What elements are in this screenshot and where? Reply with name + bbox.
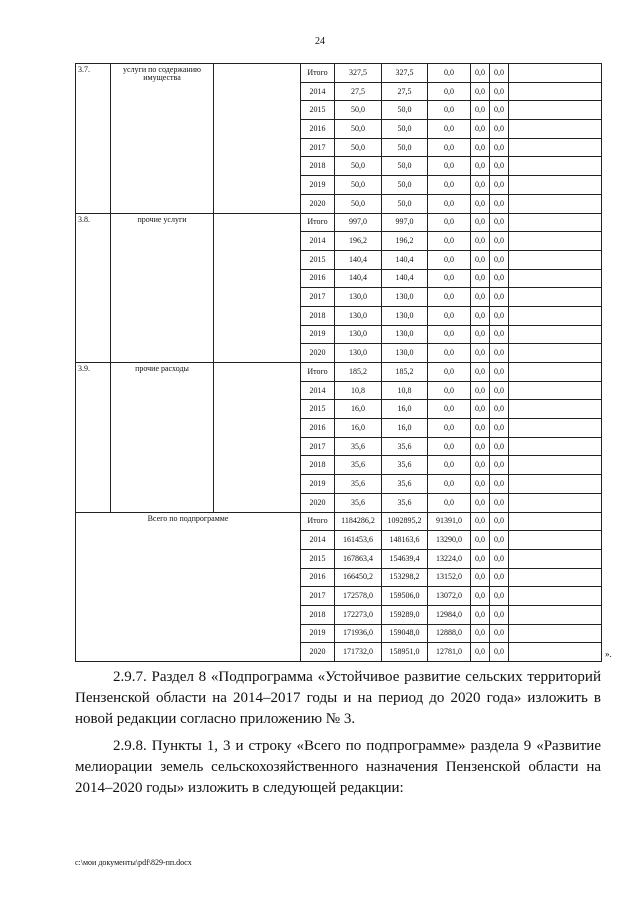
year-cell: 2019 — [301, 176, 335, 195]
empty-cell — [509, 82, 602, 101]
local-budget-cell: 0,0 — [471, 101, 490, 120]
regional-budget-cell: 130,0 — [382, 325, 428, 344]
local-budget-cell: 0,0 — [471, 157, 490, 176]
local-budget-cell: 0,0 — [471, 82, 490, 101]
regional-budget-cell: 27,5 — [382, 82, 428, 101]
empty-cell — [509, 213, 602, 232]
extra-budget-cell: 0,0 — [490, 176, 509, 195]
year-cell: 2020 — [301, 194, 335, 213]
year-cell: 2016 — [301, 419, 335, 438]
year-cell: Итого — [301, 512, 335, 531]
regional-budget-cell: 185,2 — [382, 363, 428, 382]
empty-cell — [509, 325, 602, 344]
total-amount-cell: 16,0 — [335, 400, 382, 419]
year-cell: 2016 — [301, 568, 335, 587]
year-cell: 2017 — [301, 587, 335, 606]
year-cell: 2015 — [301, 400, 335, 419]
federal-budget-cell: 0,0 — [428, 194, 471, 213]
extra-budget-cell: 0,0 — [490, 64, 509, 83]
empty-cell — [509, 605, 602, 624]
empty-cell — [509, 194, 602, 213]
regional-budget-cell: 35,6 — [382, 437, 428, 456]
empty-cell — [509, 549, 602, 568]
empty-cell — [509, 344, 602, 363]
year-cell: 2017 — [301, 288, 335, 307]
federal-budget-cell: 13224,0 — [428, 549, 471, 568]
regional-budget-cell: 1092895,2 — [382, 512, 428, 531]
empty-cell — [509, 288, 602, 307]
total-amount-cell: 130,0 — [335, 288, 382, 307]
year-cell: 2020 — [301, 493, 335, 512]
year-cell: 2014 — [301, 381, 335, 400]
year-cell: Итого — [301, 64, 335, 83]
federal-budget-cell: 0,0 — [428, 232, 471, 251]
year-cell: 2016 — [301, 269, 335, 288]
regional-budget-cell: 35,6 — [382, 475, 428, 494]
federal-budget-cell: 0,0 — [428, 64, 471, 83]
year-cell: Итого — [301, 363, 335, 382]
extra-budget-cell: 0,0 — [490, 493, 509, 512]
empty-cell — [509, 157, 602, 176]
local-budget-cell: 0,0 — [471, 363, 490, 382]
regional-budget-cell: 130,0 — [382, 306, 428, 325]
item-code-cell: 3.8. — [76, 213, 111, 363]
local-budget-cell: 0,0 — [471, 624, 490, 643]
year-cell: Итого — [301, 213, 335, 232]
item-name-cell: прочие расходы — [111, 363, 214, 513]
local-budget-cell: 0,0 — [471, 120, 490, 139]
regional-budget-cell: 50,0 — [382, 157, 428, 176]
federal-budget-cell: 0,0 — [428, 437, 471, 456]
extra-budget-cell: 0,0 — [490, 325, 509, 344]
year-cell: 2014 — [301, 82, 335, 101]
federal-budget-cell: 12781,0 — [428, 643, 471, 662]
extra-budget-cell: 0,0 — [490, 101, 509, 120]
subprogram-total-label: Всего по подпрограмме — [76, 512, 301, 662]
item-code-cell: 3.9. — [76, 363, 111, 513]
regional-budget-cell: 130,0 — [382, 288, 428, 307]
regional-budget-cell: 50,0 — [382, 101, 428, 120]
total-amount-cell: 10,8 — [335, 381, 382, 400]
federal-budget-cell: 0,0 — [428, 363, 471, 382]
total-amount-cell: 50,0 — [335, 101, 382, 120]
extra-budget-cell: 0,0 — [490, 400, 509, 419]
local-budget-cell: 0,0 — [471, 306, 490, 325]
federal-budget-cell: 0,0 — [428, 400, 471, 419]
empty-cell — [509, 306, 602, 325]
total-amount-cell: 50,0 — [335, 157, 382, 176]
local-budget-cell: 0,0 — [471, 64, 490, 83]
empty-cell — [509, 363, 602, 382]
local-budget-cell: 0,0 — [471, 400, 490, 419]
extra-budget-cell: 0,0 — [490, 568, 509, 587]
total-amount-cell: 35,6 — [335, 437, 382, 456]
year-cell: 2018 — [301, 306, 335, 325]
extra-budget-cell: 0,0 — [490, 605, 509, 624]
total-amount-cell: 997,0 — [335, 213, 382, 232]
regional-budget-cell: 50,0 — [382, 120, 428, 139]
federal-budget-cell: 0,0 — [428, 82, 471, 101]
extra-budget-cell: 0,0 — [490, 587, 509, 606]
extra-budget-cell: 0,0 — [490, 531, 509, 550]
extra-budget-cell: 0,0 — [490, 306, 509, 325]
total-amount-cell: 167863,4 — [335, 549, 382, 568]
total-amount-cell: 35,6 — [335, 475, 382, 494]
year-cell: 2015 — [301, 549, 335, 568]
federal-budget-cell: 0,0 — [428, 176, 471, 195]
extra-budget-cell: 0,0 — [490, 475, 509, 494]
empty-cell — [509, 531, 602, 550]
year-cell: 2014 — [301, 531, 335, 550]
local-budget-cell: 0,0 — [471, 643, 490, 662]
local-budget-cell: 0,0 — [471, 138, 490, 157]
extra-budget-cell: 0,0 — [490, 643, 509, 662]
federal-budget-cell: 13072,0 — [428, 587, 471, 606]
table-row — [76, 64, 602, 83]
local-budget-cell: 0,0 — [471, 176, 490, 195]
total-amount-cell: 130,0 — [335, 306, 382, 325]
regional-budget-cell: 159506,0 — [382, 587, 428, 606]
local-budget-cell: 0,0 — [471, 419, 490, 438]
empty-cell — [509, 381, 602, 400]
extra-budget-cell: 0,0 — [490, 549, 509, 568]
regional-budget-cell: 140,4 — [382, 269, 428, 288]
budget-table — [75, 63, 602, 662]
federal-budget-cell: 0,0 — [428, 456, 471, 475]
federal-budget-cell: 91391,0 — [428, 512, 471, 531]
empty-cell — [509, 456, 602, 475]
total-amount-cell: 166450,2 — [335, 568, 382, 587]
federal-budget-cell: 0,0 — [428, 157, 471, 176]
federal-budget-cell: 0,0 — [428, 381, 471, 400]
regional-budget-cell: 154639,4 — [382, 549, 428, 568]
empty-cell — [509, 643, 602, 662]
page-number: 24 — [315, 36, 325, 47]
total-amount-cell: 27,5 — [335, 82, 382, 101]
closing-quote: ». — [605, 649, 612, 659]
extra-budget-cell: 0,0 — [490, 419, 509, 438]
year-cell: 2017 — [301, 437, 335, 456]
federal-budget-cell: 0,0 — [428, 325, 471, 344]
local-budget-cell: 0,0 — [471, 437, 490, 456]
federal-budget-cell: 0,0 — [428, 213, 471, 232]
regional-budget-cell: 327,5 — [382, 64, 428, 83]
item-blank-cell — [214, 213, 301, 363]
extra-budget-cell: 0,0 — [490, 250, 509, 269]
total-amount-cell: 35,6 — [335, 493, 382, 512]
local-budget-cell: 0,0 — [471, 325, 490, 344]
paragraph-2-9-7: 2.9.7. Раздел 8 «Подпрограмма «Устойчивое развитие сельских территорий Пензенской области на 2014–2017 годы и на период до 2020 года» изложить в новой редакции согласно приложению № 3. — [75, 669, 601, 727]
federal-budget-cell: 0,0 — [428, 288, 471, 307]
extra-budget-cell: 0,0 — [490, 120, 509, 139]
item-blank-cell — [214, 64, 301, 214]
table-row — [76, 363, 602, 382]
extra-budget-cell: 0,0 — [490, 232, 509, 251]
total-amount-cell: 50,0 — [335, 176, 382, 195]
footer-file-path: c:\мои документы\pdf\829-пп.docx — [75, 858, 192, 867]
local-budget-cell: 0,0 — [471, 288, 490, 307]
local-budget-cell: 0,0 — [471, 269, 490, 288]
federal-budget-cell: 0,0 — [428, 306, 471, 325]
federal-budget-cell: 0,0 — [428, 419, 471, 438]
empty-cell — [509, 250, 602, 269]
empty-cell — [509, 138, 602, 157]
federal-budget-cell: 0,0 — [428, 101, 471, 120]
year-cell: 2018 — [301, 605, 335, 624]
local-budget-cell: 0,0 — [471, 194, 490, 213]
regional-budget-cell: 130,0 — [382, 344, 428, 363]
year-cell: 2015 — [301, 101, 335, 120]
extra-budget-cell: 0,0 — [490, 269, 509, 288]
federal-budget-cell: 0,0 — [428, 138, 471, 157]
regional-budget-cell: 10,8 — [382, 381, 428, 400]
extra-budget-cell: 0,0 — [490, 344, 509, 363]
regional-budget-cell: 196,2 — [382, 232, 428, 251]
extra-budget-cell: 0,0 — [490, 437, 509, 456]
item-name-cell: услуги по содержанию имущества — [111, 64, 214, 214]
local-budget-cell: 0,0 — [471, 549, 490, 568]
item-name-cell: прочие услуги — [111, 213, 214, 363]
empty-cell — [509, 400, 602, 419]
empty-cell — [509, 64, 602, 83]
extra-budget-cell: 0,0 — [490, 288, 509, 307]
extra-budget-cell: 0,0 — [490, 624, 509, 643]
regional-budget-cell: 16,0 — [382, 400, 428, 419]
regional-budget-cell: 35,6 — [382, 493, 428, 512]
regional-budget-cell: 158951,0 — [382, 643, 428, 662]
extra-budget-cell: 0,0 — [490, 194, 509, 213]
total-amount-cell: 50,0 — [335, 120, 382, 139]
federal-budget-cell: 0,0 — [428, 269, 471, 288]
local-budget-cell: 0,0 — [471, 587, 490, 606]
extra-budget-cell: 0,0 — [490, 512, 509, 531]
table-row — [76, 213, 602, 232]
local-budget-cell: 0,0 — [471, 250, 490, 269]
local-budget-cell: 0,0 — [471, 568, 490, 587]
total-amount-cell: 171732,0 — [335, 643, 382, 662]
regional-budget-cell: 16,0 — [382, 419, 428, 438]
total-amount-cell: 16,0 — [335, 419, 382, 438]
regional-budget-cell: 159048,0 — [382, 624, 428, 643]
total-amount-cell: 50,0 — [335, 194, 382, 213]
empty-cell — [509, 232, 602, 251]
federal-budget-cell: 12984,0 — [428, 605, 471, 624]
local-budget-cell: 0,0 — [471, 512, 490, 531]
total-amount-cell: 130,0 — [335, 344, 382, 363]
empty-cell — [509, 493, 602, 512]
year-cell: 2015 — [301, 250, 335, 269]
regional-budget-cell: 35,6 — [382, 456, 428, 475]
federal-budget-cell: 0,0 — [428, 250, 471, 269]
total-amount-cell: 35,6 — [335, 456, 382, 475]
regional-budget-cell: 50,0 — [382, 194, 428, 213]
item-blank-cell — [214, 363, 301, 513]
extra-budget-cell: 0,0 — [490, 381, 509, 400]
federal-budget-cell: 0,0 — [428, 120, 471, 139]
empty-cell — [509, 587, 602, 606]
federal-budget-cell: 0,0 — [428, 475, 471, 494]
regional-budget-cell: 50,0 — [382, 176, 428, 195]
total-amount-cell: 140,4 — [335, 269, 382, 288]
empty-cell — [509, 269, 602, 288]
local-budget-cell: 0,0 — [471, 213, 490, 232]
extra-budget-cell: 0,0 — [490, 157, 509, 176]
total-amount-cell: 50,0 — [335, 138, 382, 157]
total-amount-cell: 140,4 — [335, 250, 382, 269]
empty-cell — [509, 624, 602, 643]
local-budget-cell: 0,0 — [471, 531, 490, 550]
extra-budget-cell: 0,0 — [490, 138, 509, 157]
extra-budget-cell: 0,0 — [490, 82, 509, 101]
total-amount-cell: 172578,0 — [335, 587, 382, 606]
year-cell: 2020 — [301, 344, 335, 363]
total-amount-cell: 161453,6 — [335, 531, 382, 550]
total-amount-cell: 196,2 — [335, 232, 382, 251]
local-budget-cell: 0,0 — [471, 344, 490, 363]
year-cell: 2016 — [301, 120, 335, 139]
local-budget-cell: 0,0 — [471, 475, 490, 494]
regional-budget-cell: 140,4 — [382, 250, 428, 269]
local-budget-cell: 0,0 — [471, 456, 490, 475]
local-budget-cell: 0,0 — [471, 493, 490, 512]
total-amount-cell: 172273,0 — [335, 605, 382, 624]
local-budget-cell: 0,0 — [471, 381, 490, 400]
total-amount-cell: 171936,0 — [335, 624, 382, 643]
item-code-cell: 3.7. — [76, 64, 111, 214]
year-cell: 2017 — [301, 138, 335, 157]
empty-cell — [509, 475, 602, 494]
empty-cell — [509, 568, 602, 587]
table-row — [76, 512, 602, 531]
empty-cell — [509, 101, 602, 120]
total-amount-cell: 1184286,2 — [335, 512, 382, 531]
empty-cell — [509, 120, 602, 139]
federal-budget-cell: 0,0 — [428, 344, 471, 363]
regional-budget-cell: 159289,0 — [382, 605, 428, 624]
extra-budget-cell: 0,0 — [490, 456, 509, 475]
year-cell: 2019 — [301, 325, 335, 344]
year-cell: 2014 — [301, 232, 335, 251]
empty-cell — [509, 512, 602, 531]
total-amount-cell: 327,5 — [335, 64, 382, 83]
year-cell: 2019 — [301, 624, 335, 643]
federal-budget-cell: 13152,0 — [428, 568, 471, 587]
regional-budget-cell: 153298,2 — [382, 568, 428, 587]
extra-budget-cell: 0,0 — [490, 213, 509, 232]
year-cell: 2019 — [301, 475, 335, 494]
regional-budget-cell: 997,0 — [382, 213, 428, 232]
federal-budget-cell: 0,0 — [428, 493, 471, 512]
local-budget-cell: 0,0 — [471, 605, 490, 624]
year-cell: 2018 — [301, 456, 335, 475]
year-cell: 2020 — [301, 643, 335, 662]
empty-cell — [509, 419, 602, 438]
federal-budget-cell: 13290,0 — [428, 531, 471, 550]
regional-budget-cell: 50,0 — [382, 138, 428, 157]
empty-cell — [509, 176, 602, 195]
empty-cell — [509, 437, 602, 456]
paragraph-2-9-8: 2.9.8. Пункты 1, 3 и строку «Всего по подпрограмме» раздела 9 «Развитие мелиорации земель сельскохозяйственного назначения Пензенской области на 2014–2020 годы» изложить в следующей редакции: — [75, 738, 601, 796]
extra-budget-cell: 0,0 — [490, 363, 509, 382]
federal-budget-cell: 12888,0 — [428, 624, 471, 643]
total-amount-cell: 130,0 — [335, 325, 382, 344]
local-budget-cell: 0,0 — [471, 232, 490, 251]
regional-budget-cell: 148163,6 — [382, 531, 428, 550]
year-cell: 2018 — [301, 157, 335, 176]
total-amount-cell: 185,2 — [335, 363, 382, 382]
